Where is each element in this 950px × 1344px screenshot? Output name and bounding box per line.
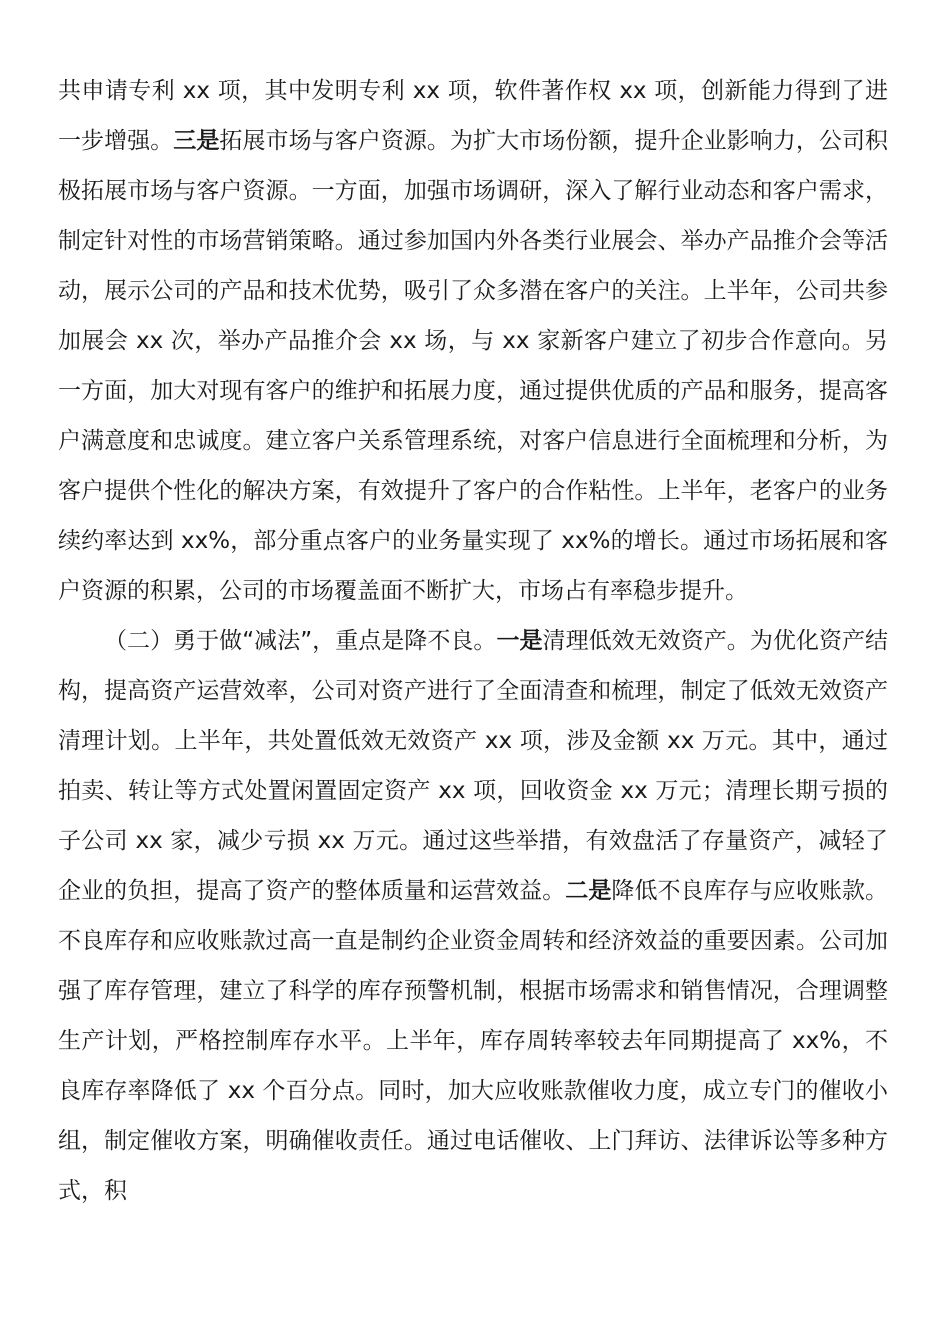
paragraph-subtraction bbox=[58, 616, 888, 1216]
point-three-label: 三是 bbox=[173, 128, 220, 154]
section-heading-text: （二）勇于做“减法”，重点是降不良。 bbox=[104, 628, 497, 654]
paragraph-text: 清理低效无效资产。为优化资产结构，提高资产运营效率，公司对资产进行了全面清查和梳理，制定了低效无效资产清理计划。上半年，共处置低效无效资产 xx 项，涉及金额 xx 万元。其中，通过拍卖、转让等方式处置闲置固定资产 xx 项，回收资金 xx 万元；清理长期亏损的子公司 xx 家，减少亏损 xx 万元。通过这些举措，有效盘活了存量资产，减轻了企业的负担，提高了资产的整体质量和运营效益。 bbox=[58, 628, 889, 904]
paragraph-text: 拓展市场与客户资源。为扩大市场份额，提升企业影响力，公司积极拓展市场与客户资源。一方面，加强市场调研，深入了解行业动态和客户需求，制定针对性的市场营销策略。通过参加国内外各类行业展会、举办产品推介会等活动，展示公司的产品和技术优势，吸引了众多潜在客户的关注。上半年，公司共参加展会 xx 次，举办产品推介会 xx 场，与 xx 家新客户建立了初步合作意向。另一方面，加大对现有客户的维护和拓展力度，通过提供优质的产品和服务，提高客户满意度和忠诚度。建立客户关系管理系统，对客户信息进行全面梳理和分析，为客户提供个性化的解决方案，有效提升了客户的合作粘性。上半年，老客户的业务续约率达到 xx%，部分重点客户的业务量实现了 xx%的增长。通过市场拓展和客户资源的积累，公司的市场覆盖面不断扩大，市场占有率稳步提升。 bbox=[58, 128, 889, 604]
paragraph-text: 共申请专利 xx 项，其中发明专利 xx 项，软件著作权 xx 项，创新能力得到了进一步增强。 bbox=[58, 78, 888, 154]
document-page bbox=[58, 66, 888, 1216]
point-one-label: 一是 bbox=[496, 628, 543, 654]
point-two-label: 二是 bbox=[565, 878, 612, 904]
paragraph-innovation-market bbox=[58, 66, 888, 616]
paragraph-text: 降低不良库存与应收账款。不良库存和应收账款过高一直是制约企业资金周转和经济效益的重要因素。公司加强了库存管理，建立了科学的库存预警机制，根据市场需求和销售情况，合理调整生产计划，严格控制库存水平。上半年，库存周转率较去年同期提高了 xx%，不良库存率降低了 xx 个百分点。同时，加大应收账款催收力度，成立专门的催收小组，制定催收方案，明确催收责任。通过电话催收、上门拜访、法律诉讼等多种方式，积 bbox=[58, 878, 889, 1204]
